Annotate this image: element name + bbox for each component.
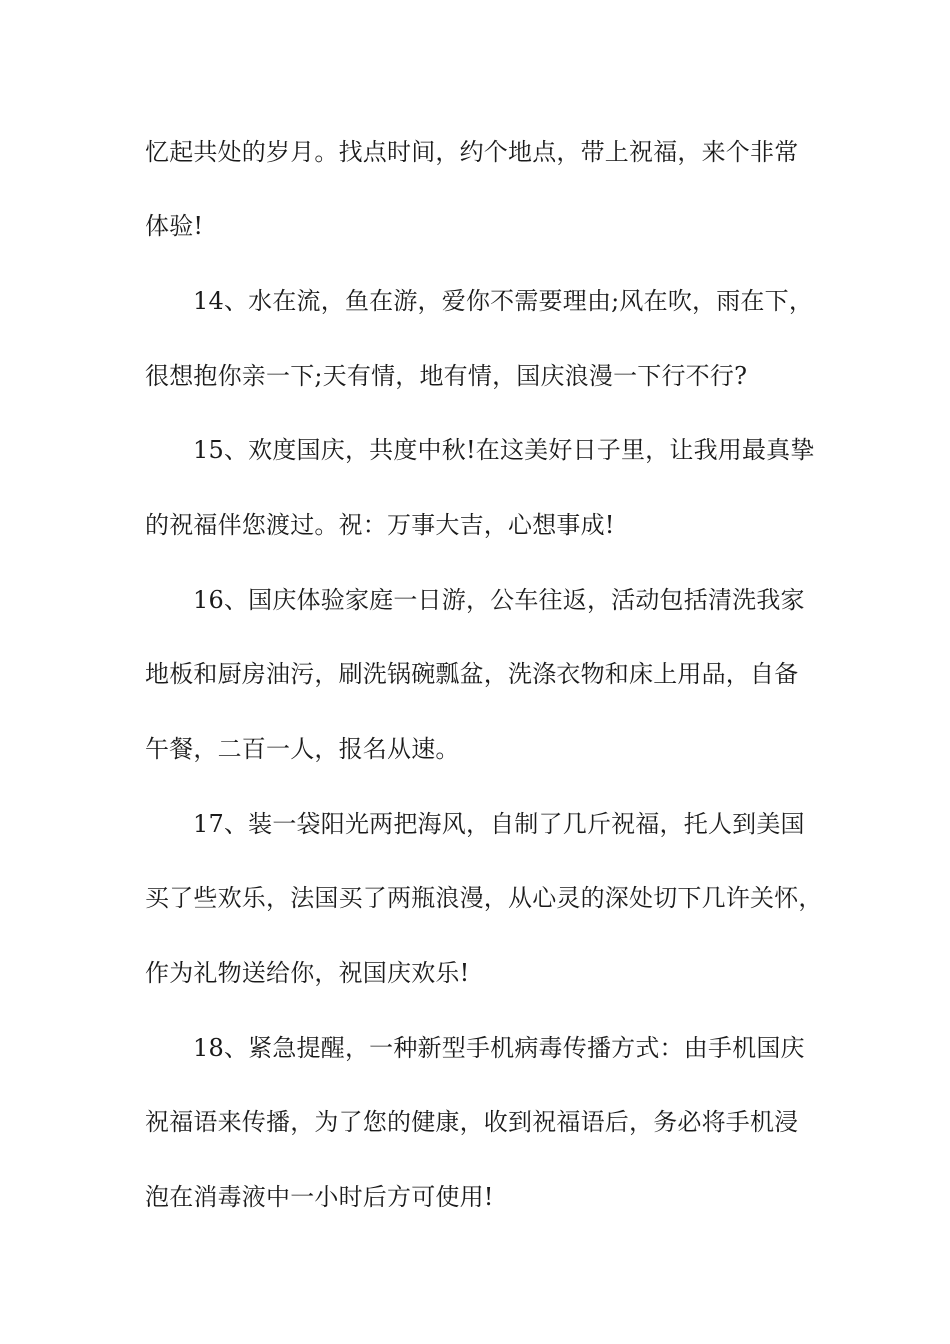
text-line: 体验!: [145, 212, 204, 240]
text-line: 很想抱你亲一下;天有情，地有情，国庆浪漫一下行不行?: [145, 362, 748, 390]
paragraph-17-start: 17、装一袋阳光两把海风，自制了几斤祝福，托人到美国: [193, 810, 805, 838]
text-line: 忆起共处的岁月。找点时间，约个地点，带上祝福，来个非常: [145, 138, 799, 166]
paragraph-16-start: 16、国庆体验家庭一日游，公车往返，活动包括清洗我家: [193, 586, 805, 614]
text-line: 泡在消毒液中一小时后方可使用!: [145, 1183, 494, 1211]
paragraph-14-start: 14、水在流，鱼在游，爱你不需要理由;风在吹，雨在下，: [193, 287, 814, 315]
text-line: 祝福语来传播，为了您的健康，收到祝福语后，务必将手机浸: [145, 1108, 799, 1136]
paragraph-15-start: 15、欢度国庆，共度中秋!在这美好日子里，让我用最真挚: [193, 436, 815, 464]
text-line: 的祝福伴您渡过。祝：万事大吉，心想事成!: [145, 511, 615, 539]
text-line: 地板和厨房油污，刷洗锅碗瓢盆，洗涤衣物和床上用品，自备: [145, 660, 799, 688]
text-line: 买了些欢乐，法国买了两瓶浪漫，从心灵的深处切下几许关怀，: [145, 884, 823, 912]
paragraph-18-start: 18、紧急提醒，一种新型手机病毒传播方式：由手机国庆: [193, 1034, 805, 1062]
text-line: 午餐，二百一人，报名从速。: [145, 735, 460, 763]
text-line: 作为礼物送给你，祝国庆欢乐!: [145, 959, 470, 987]
